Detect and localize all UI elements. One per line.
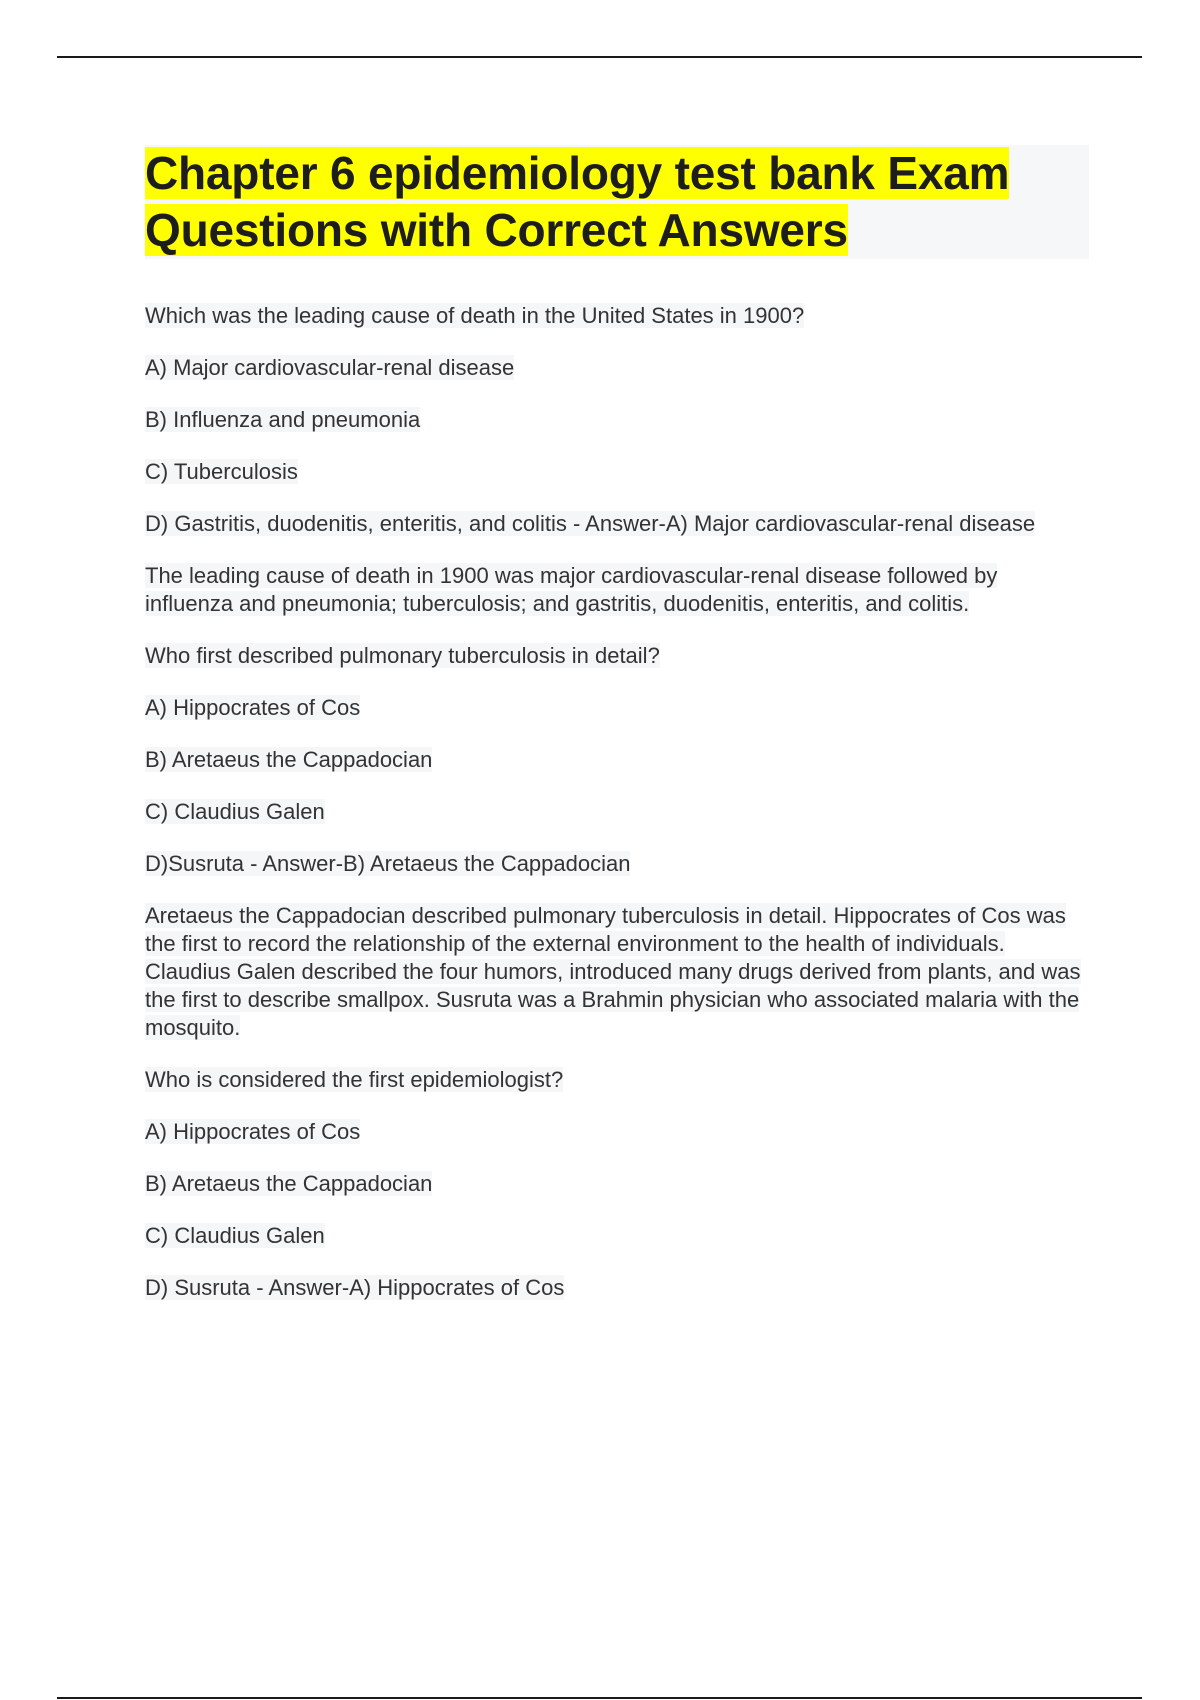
question-3-option-b: B) Aretaeus the Cappadocian [145,1171,433,1196]
question-1-option-d-answer: D) Gastritis, duodenitis, enteritis, and colitis - Answer-A) Major cardiovascular-renal disease [145,511,1036,536]
question-3-option-c: C) Claudius Galen [145,1223,325,1248]
question-1-option-b: B) Influenza and pneumonia [145,407,421,432]
question-2-option-c: C) Claudius Galen [145,799,325,824]
question-2-option-b: B) Aretaeus the Cappadocian [145,747,433,772]
top-rule [57,56,1142,58]
question-2: Who first described pulmonary tuberculosis in detail? [145,643,660,668]
question-1-option-c: C) Tuberculosis [145,459,298,484]
question-3-option-d-answer: D) Susruta - Answer-A) Hippocrates of Cos [145,1275,565,1300]
page-content [145,145,1090,1302]
question-2-explanation: Aretaeus the Cappadocian described pulmonary tuberculosis in detail. Hippocrates of Cos was the first to record the relationship of the external environment to the health of individuals. Claudius Galen described the four humors, introduced many drugs derived from plants, and was the first to describe smallpox. Susruta was a Brahmin physician who associated malaria with the mosquito. [145,903,1081,1040]
question-1-explanation: The leading cause of death in 1900 was major cardiovascular-renal disease followed by influenza and pneumonia; tuberculosis; and gastritis, duodenitis, enteritis, and colitis. [145,563,998,616]
question-2-option-a: A) Hippocrates of Cos [145,695,361,720]
question-1-option-a: A) Major cardiovascular-renal disease [145,355,515,380]
question-3-option-a: A) Hippocrates of Cos [145,1119,361,1144]
page-title [145,145,1089,259]
question-1: Which was the leading cause of death in the United States in 1900? [145,303,805,328]
question-2-option-d-answer: D)Susruta - Answer-B) Aretaeus the Cappadocian [145,851,631,876]
page-title-text: Chapter 6 epidemiology test bank Exam Questions with Correct Answers [145,147,1010,256]
bottom-rule [57,1697,1142,1699]
question-3: Who is considered the first epidemiologist? [145,1067,564,1092]
title-block [145,145,1089,259]
